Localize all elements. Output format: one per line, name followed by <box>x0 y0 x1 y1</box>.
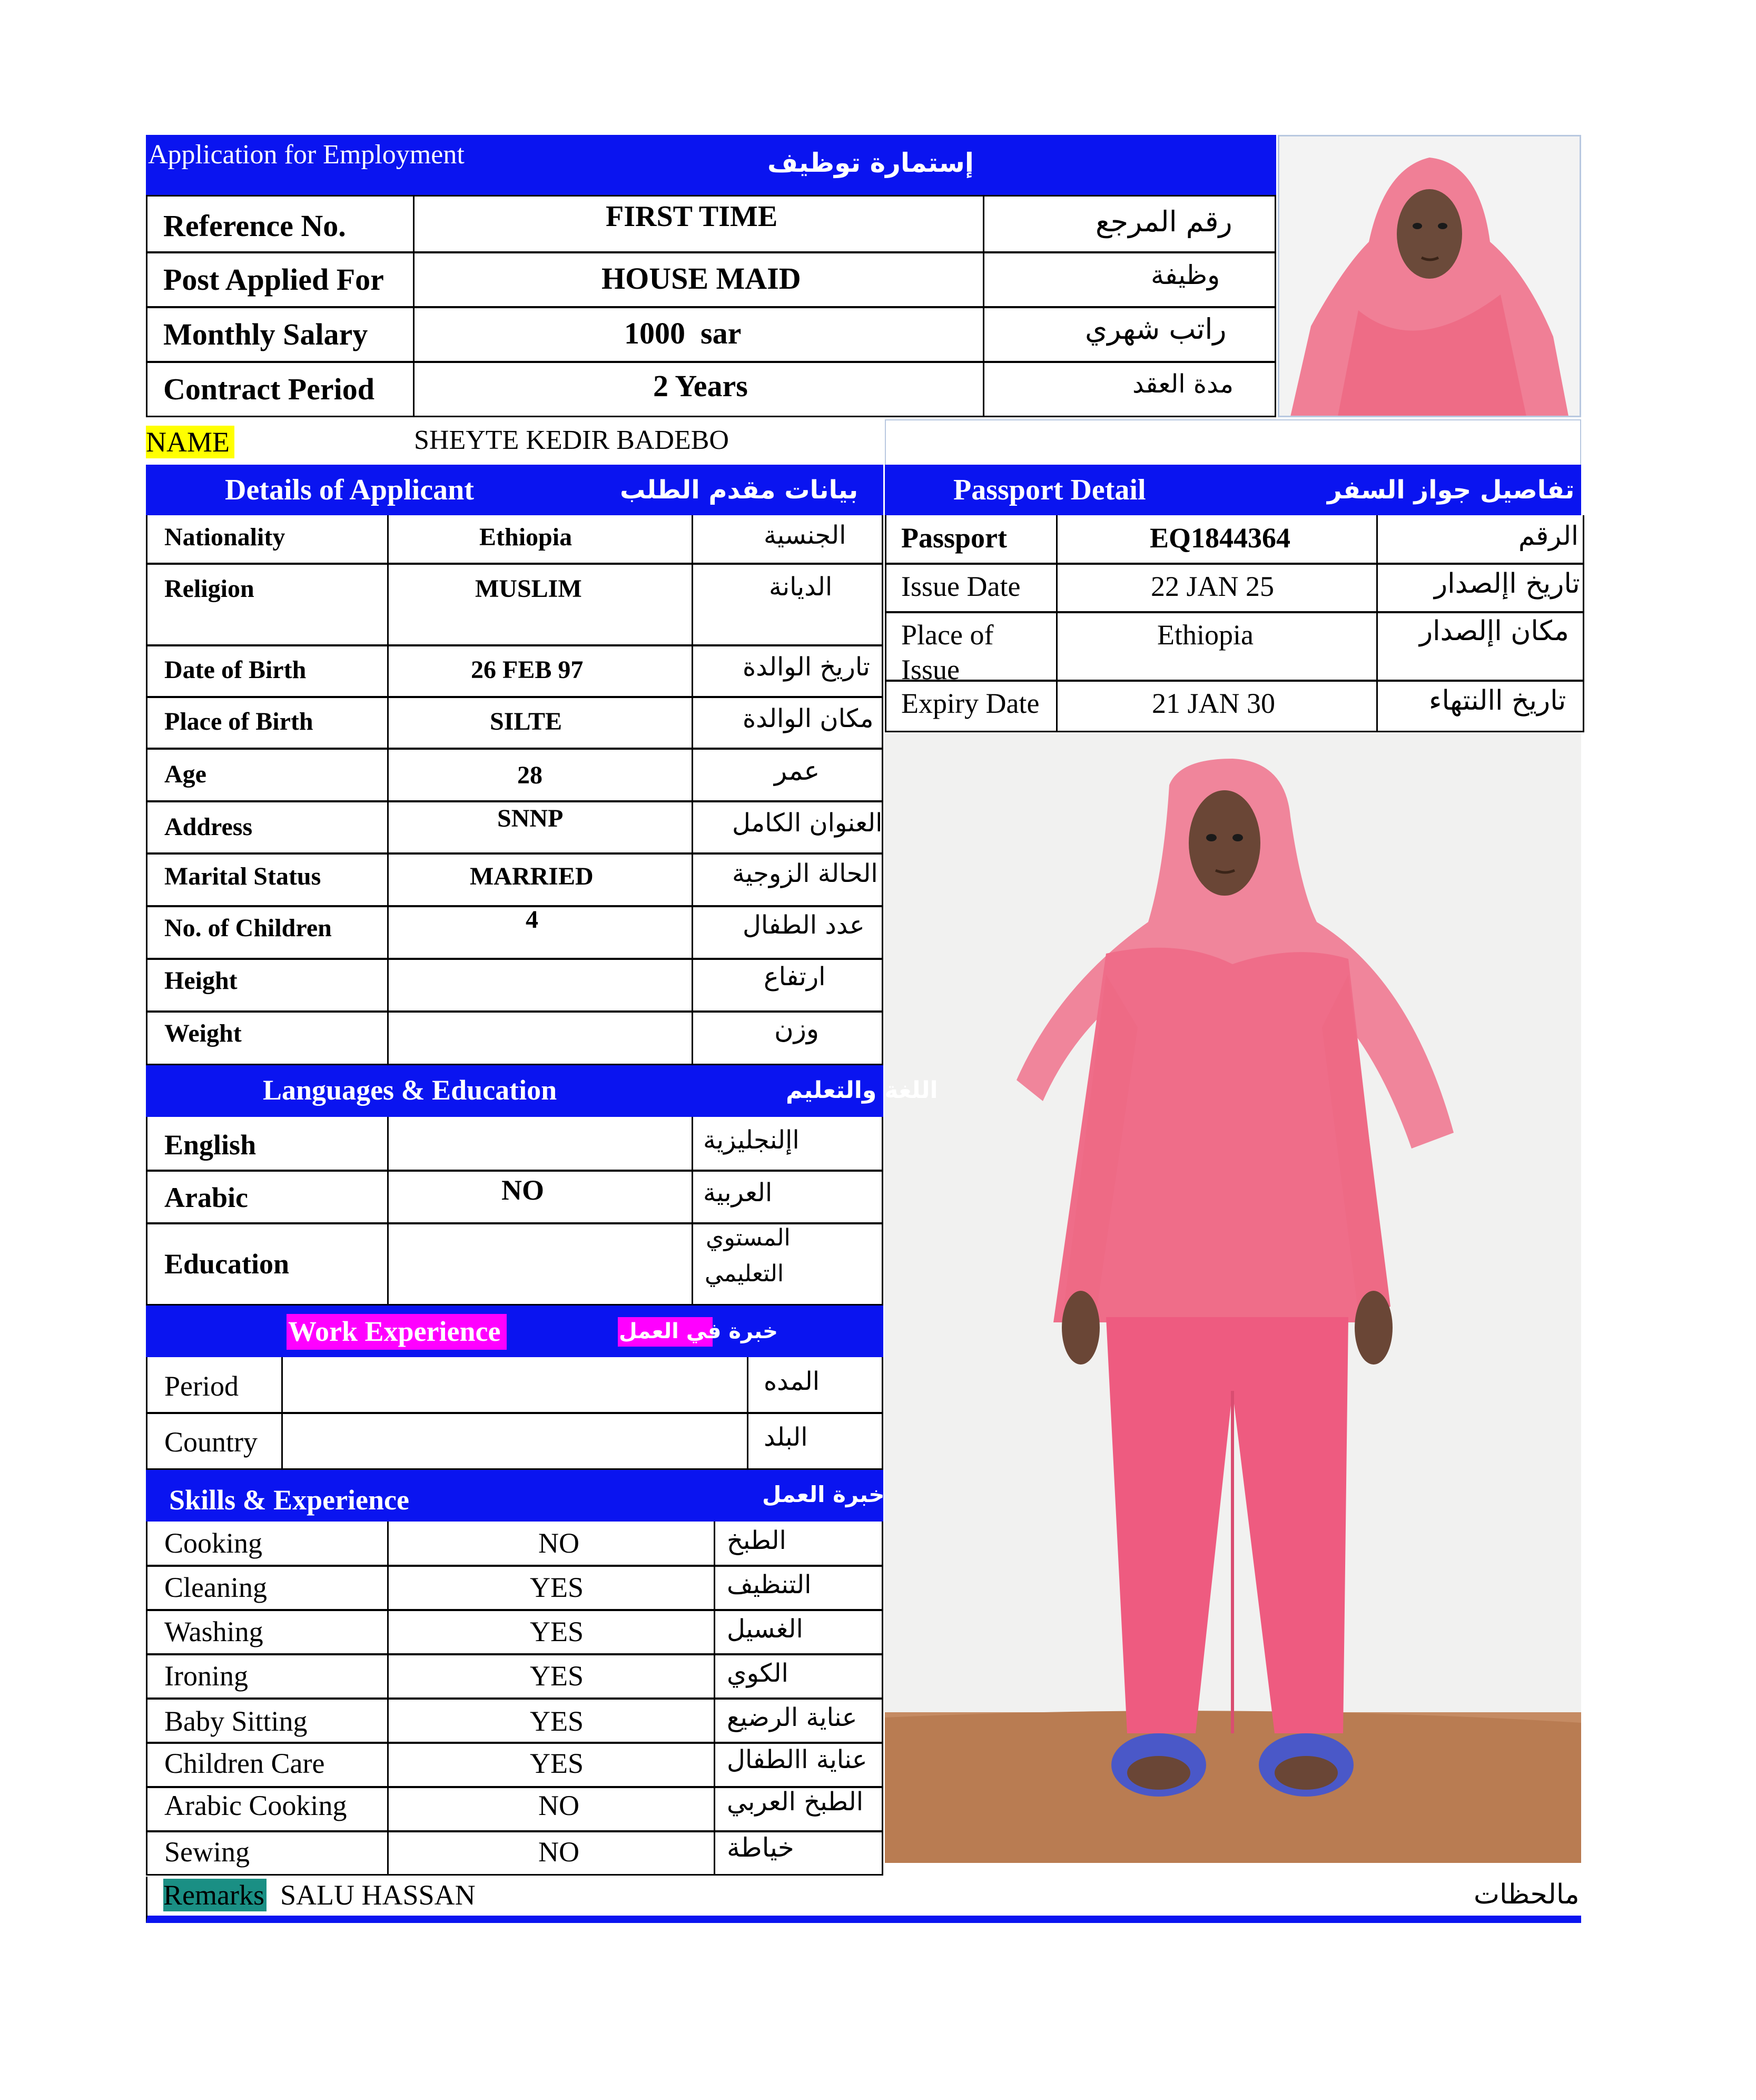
ar-country: البلد <box>764 1422 808 1452</box>
ar-issue-date: تاريخ اإلصدار <box>1434 568 1580 600</box>
ar-sewing: خياطة <box>727 1832 794 1863</box>
ar-reference-no: رقم المرجع <box>1096 205 1232 238</box>
ar-place-of-issue: مكان اإلصدار <box>1419 615 1569 647</box>
ar-cooking: الطبخ <box>727 1526 786 1555</box>
label-contract-period: Contract Period <box>163 372 375 406</box>
ar-washing: الغسيل <box>727 1614 803 1644</box>
remarks-label: Remarks <box>163 1879 264 1911</box>
work-title-en: Work Experience <box>288 1316 501 1347</box>
ar-english: اإلنجليزية <box>703 1125 800 1155</box>
skills-table <box>146 1522 883 1876</box>
label-place-of-issue-2: Issue <box>901 654 960 685</box>
label-no-of-children: No. of Children <box>164 914 332 942</box>
ar-contract-period: مدة العقد <box>1132 369 1234 399</box>
ar-arabic-cooking: الطبخ العربي <box>727 1787 864 1817</box>
label-cleaning: Cleaning <box>164 1572 267 1603</box>
value-place-of-issue: Ethiopia <box>1157 619 1254 651</box>
label-post-applied: Post Applied For <box>163 262 384 297</box>
ar-place-of-birth: مكان الوالدة <box>743 704 874 733</box>
remarks-row <box>146 1877 1581 1923</box>
value-address: SNNP <box>497 804 564 832</box>
ar-religion: الديانة <box>769 572 833 602</box>
applicant-section-header <box>146 465 883 515</box>
label-age: Age <box>164 760 206 788</box>
ar-height: ارتفاع <box>764 962 826 992</box>
title-ar: إستمارة توظيف <box>767 148 974 178</box>
label-height: Height <box>164 967 238 995</box>
label-arabic: Arabic <box>164 1182 248 1213</box>
value-issue-date: 22 JAN 25 <box>1151 571 1275 602</box>
label-baby-sitting: Baby Sitting <box>164 1705 308 1737</box>
ar-expiry-date: تاريخ االنتهاء <box>1429 685 1566 717</box>
value-reference-no: FIRST TIME <box>606 200 778 233</box>
label-ironing: Ironing <box>164 1660 248 1692</box>
label-sewing: Sewing <box>164 1836 250 1868</box>
ar-no-of-children: عدد الطفال <box>743 910 865 940</box>
applicant-title-en: Details of Applicant <box>225 474 474 506</box>
ar-children-care: عناية االطفال <box>727 1745 867 1774</box>
label-arabic-cooking: Arabic Cooking <box>164 1790 347 1821</box>
value-children-care: YES <box>530 1748 584 1779</box>
label-monthly-salary: Monthly Salary <box>163 317 368 351</box>
ar-post-applied: وظيفة <box>1151 260 1220 290</box>
label-english: English <box>164 1129 257 1161</box>
value-place-of-birth: SILTE <box>490 708 563 735</box>
languages-table <box>146 1117 883 1306</box>
label-address: Address <box>164 813 253 841</box>
ar-cleaning: التنظيف <box>727 1570 812 1599</box>
value-post-applied: HOUSE MAID <box>601 261 801 296</box>
value-arabic: NO <box>501 1174 544 1206</box>
value-baby-sitting: YES <box>530 1705 584 1737</box>
ar-baby-sitting: عناية الرضيع <box>727 1703 857 1732</box>
top-info-table <box>146 195 1276 417</box>
value-monthly-salary: 1000 sar <box>624 316 742 350</box>
work-section-header <box>146 1306 883 1357</box>
label-nationality: Nationality <box>164 523 285 551</box>
value-marital-status: MARRIED <box>470 862 594 890</box>
label-children-care: Children Care <box>164 1748 325 1779</box>
label-washing: Washing <box>164 1616 263 1647</box>
label-religion: Religion <box>164 575 254 603</box>
applicant-table <box>146 515 883 1065</box>
value-age: 28 <box>517 761 542 789</box>
applicant-title-ar: بيانات مقدم الطلب <box>620 475 859 505</box>
value-arabic-cooking: NO <box>538 1790 579 1821</box>
value-date-of-birth: 26 FEB 97 <box>471 656 584 684</box>
label-weight: Weight <box>164 1019 242 1047</box>
value-expiry-date: 21 JAN 30 <box>1152 688 1276 719</box>
languages-title-ar: اللغة والتعليم <box>786 1077 938 1104</box>
label-cooking: Cooking <box>164 1527 263 1559</box>
value-sewing: NO <box>538 1836 579 1868</box>
skills-title-ar: خبرة العمل <box>762 1481 885 1507</box>
ar-period: المده <box>764 1367 820 1396</box>
value-ironing: YES <box>530 1660 584 1692</box>
value-religion: MUSLIM <box>475 575 582 603</box>
languages-title-en: Languages & Education <box>263 1074 557 1106</box>
ar-education-2: التعليمي <box>705 1260 784 1287</box>
title-en: Application for Employment <box>148 140 465 170</box>
value-washing: YES <box>530 1616 584 1647</box>
remarks-value: SALU HASSAN <box>280 1879 476 1911</box>
ar-age: عمر <box>774 755 820 786</box>
name-label: NAME <box>146 426 230 458</box>
label-date-of-birth: Date of Birth <box>164 656 307 684</box>
label-place-of-birth: Place of Birth <box>164 708 313 735</box>
label-marital-status: Marital Status <box>164 862 321 890</box>
languages-section-header <box>146 1065 938 1117</box>
label-issue-date: Issue Date <box>901 571 1021 602</box>
ar-arabic: العربية <box>703 1178 773 1208</box>
work-title-ar: خبرة في العمل <box>619 1319 778 1343</box>
ar-address: العنوان الكامل <box>732 808 883 838</box>
passport-title-en: Passport Detail <box>953 474 1146 506</box>
passport-section-header <box>885 465 1581 515</box>
ar-nationality: الجنسية <box>764 521 846 550</box>
label-place-of-issue: Place of <box>901 619 994 651</box>
label-reference-no: Reference No. <box>163 209 346 243</box>
ar-date-of-birth: تاريخ الوالدة <box>743 652 870 682</box>
skills-section-header <box>146 1470 883 1522</box>
applicant-name: SHEYTE KEDIR BADEBO <box>414 425 729 455</box>
skills-title-en: Skills & Experience <box>169 1484 409 1516</box>
portrait-photo <box>1278 135 1581 417</box>
label-education: Education <box>164 1248 290 1280</box>
value-cooking: NO <box>538 1527 579 1559</box>
passport-table <box>885 515 1584 732</box>
title-bar <box>146 135 1276 195</box>
label-country: Country <box>164 1426 258 1458</box>
remarks-ar: مالحظات <box>1474 1879 1580 1910</box>
value-nationality: Ethiopia <box>479 523 573 551</box>
value-passport-no: EQ1844364 <box>1150 522 1291 554</box>
value-cleaning: YES <box>530 1572 584 1603</box>
ar-education: المستوي <box>706 1224 791 1251</box>
ar-monthly-salary: راتب شهري <box>1085 312 1227 346</box>
ar-ironing: الكوي <box>727 1659 788 1688</box>
full-body-photo <box>885 732 1581 1863</box>
passport-title-ar: تفاصيل جواز السفر <box>1327 475 1575 505</box>
label-expiry-date: Expiry Date <box>901 688 1040 719</box>
value-contract-period: 2 Years <box>653 369 748 403</box>
ar-marital-status: الحالة الزوجية <box>732 859 878 888</box>
work-table <box>146 1357 883 1470</box>
label-passport-no: Passport <box>901 522 1007 554</box>
ar-weight: وزن <box>774 1014 820 1044</box>
label-period: Period <box>164 1370 239 1402</box>
ar-passport-no: الرقم <box>1518 521 1579 551</box>
value-no-of-children: 4 <box>526 906 538 934</box>
